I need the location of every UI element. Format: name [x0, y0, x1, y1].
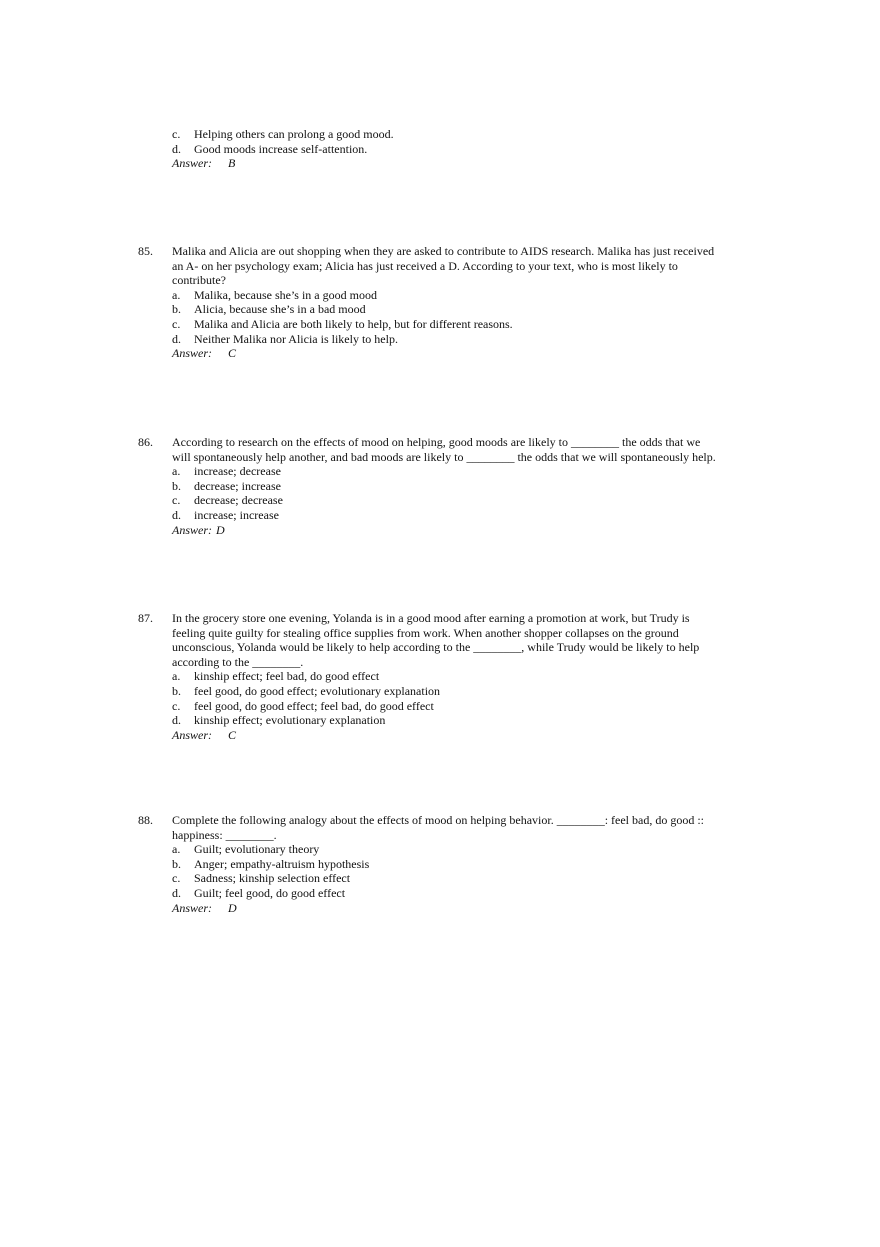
answer-value: C [228, 346, 237, 361]
question-stem-line [138, 611, 748, 626]
question-stem-line [138, 626, 748, 641]
option-text: increase; increase [194, 507, 279, 522]
question-85 [138, 244, 748, 361]
option-text: feel good, do good effect; evolutionary explanation [194, 683, 441, 698]
question-stem-line [138, 813, 748, 828]
question-stem-text: an A- on her psychology exam; Alicia has just received a D. According to your text, who is most likely to [172, 258, 678, 273]
answer-option [172, 871, 748, 886]
answer-option [172, 127, 748, 142]
answer-key [172, 523, 748, 538]
option-text: Helping others can prolong a good mood. [194, 127, 394, 141]
question-stem-line [138, 828, 748, 843]
answer-option [172, 699, 748, 714]
option-letter: c. [172, 698, 181, 713]
option-text: Malika and Alicia are both likely to help, but for different reasons. [194, 316, 513, 331]
question-stem-line [138, 259, 748, 274]
question-87 [138, 611, 748, 742]
question-stem-text: feeling quite guilty for stealing office supplies from work. When another shopper collapses on the ground [172, 625, 679, 640]
question-stem-text: unconscious, Yolanda would be likely to help according to the ________, while Trudy would be likely to help [172, 640, 700, 655]
answer-option [172, 479, 748, 494]
question-block-continued [138, 127, 748, 171]
answer-option [172, 142, 748, 157]
answer-option [172, 317, 748, 332]
answer-value: D [228, 900, 237, 915]
answer-label: Answer: [172, 522, 212, 537]
option-text: kinship effect; evolutionary explanation [194, 713, 386, 728]
option-text: feel good, do good effect; feel bad, do good effect [194, 698, 434, 713]
answer-option [172, 669, 748, 684]
answer-key [172, 156, 748, 171]
option-letter: b. [172, 856, 181, 871]
question-stem-text: According to research on the effects of mood on helping, good moods are likely to ________ the odds that we [172, 435, 701, 449]
answer-option [172, 886, 748, 901]
answer-option [172, 857, 748, 872]
option-text: decrease; increase [194, 478, 281, 493]
option-letter: a. [172, 669, 181, 684]
answer-option [172, 302, 748, 317]
option-letter: b. [172, 478, 181, 493]
answer-label: Answer: [172, 900, 212, 915]
question-stem-text: will spontaneously help another, and bad moods are likely to ________ the odds that we will spontaneously help. [172, 449, 716, 464]
answer-key [172, 728, 748, 743]
question-stem-line [138, 244, 748, 259]
option-text: Sadness; kinship selection effect [194, 871, 351, 886]
answer-option [172, 493, 748, 508]
option-letter: d. [172, 507, 181, 522]
option-text: Anger; empathy-altruism hypothesis [194, 856, 370, 871]
question-stem-text: Malika and Alicia are out shopping when they are asked to contribute to AIDS research. Malika has just received [172, 244, 715, 258]
question-stem-text: contribute? [172, 273, 226, 288]
option-letter: a. [172, 842, 181, 857]
answer-label: Answer: [172, 727, 212, 742]
answer-option [172, 713, 748, 728]
question-stem-line [138, 435, 748, 450]
question-number: 86. [138, 435, 153, 449]
answer-key [172, 901, 748, 916]
option-letter: c. [172, 871, 181, 886]
question-stem-text: Complete the following analogy about the effects of mood on helping behavior. ________: feel bad, do good :: [172, 813, 705, 827]
option-text: increase; decrease [194, 464, 281, 479]
option-text: kinship effect; feel bad, do good effect [194, 669, 380, 684]
question-number: 88. [138, 813, 153, 827]
answer-value: D [216, 522, 225, 537]
option-letter: d. [172, 141, 181, 156]
answer-key [172, 346, 748, 361]
answer-value: B [228, 156, 236, 171]
question-stem-line [138, 640, 748, 655]
answer-option [172, 332, 748, 347]
option-text: Guilt; feel good, do good effect [194, 885, 346, 900]
answer-option [172, 508, 748, 523]
option-letter: d. [172, 713, 181, 728]
option-letter: a. [172, 287, 181, 302]
question-stem-line [138, 450, 748, 465]
option-text: decrease; decrease [194, 493, 283, 508]
question-stem-line [138, 655, 748, 670]
question-stem-text: happiness: ________. [172, 827, 277, 842]
question-number: 85. [138, 244, 153, 258]
question-88 [138, 813, 748, 915]
option-text: Alicia, because she’s in a bad mood [194, 302, 366, 317]
option-letter: b. [172, 683, 181, 698]
question-86 [138, 435, 748, 537]
option-letter: c. [172, 316, 181, 331]
answer-value: C [228, 727, 237, 742]
option-letter: c. [172, 127, 181, 141]
option-text: Malika, because she’s in a good mood [194, 287, 377, 302]
question-stem-line [138, 273, 748, 288]
option-text: Good moods increase self-attention. [194, 141, 368, 156]
answer-option [172, 288, 748, 303]
answer-option [172, 464, 748, 479]
option-letter: b. [172, 302, 181, 317]
option-letter: d. [172, 885, 181, 900]
answer-option [172, 684, 748, 699]
option-text: Neither Malika nor Alicia is likely to help. [194, 331, 398, 346]
question-stem-text: In the grocery store one evening, Yolanda is in a good mood after earning a promotion at work, but Trudy is [172, 611, 690, 625]
answer-label: Answer: [172, 156, 212, 171]
option-letter: c. [172, 493, 181, 508]
option-letter: d. [172, 331, 181, 346]
question-number: 87. [138, 611, 153, 625]
option-letter: a. [172, 464, 181, 479]
answer-label: Answer: [172, 346, 212, 361]
option-text: Guilt; evolutionary theory [194, 842, 320, 857]
answer-option [172, 842, 748, 857]
question-stem-text: according to the ________. [172, 654, 304, 669]
